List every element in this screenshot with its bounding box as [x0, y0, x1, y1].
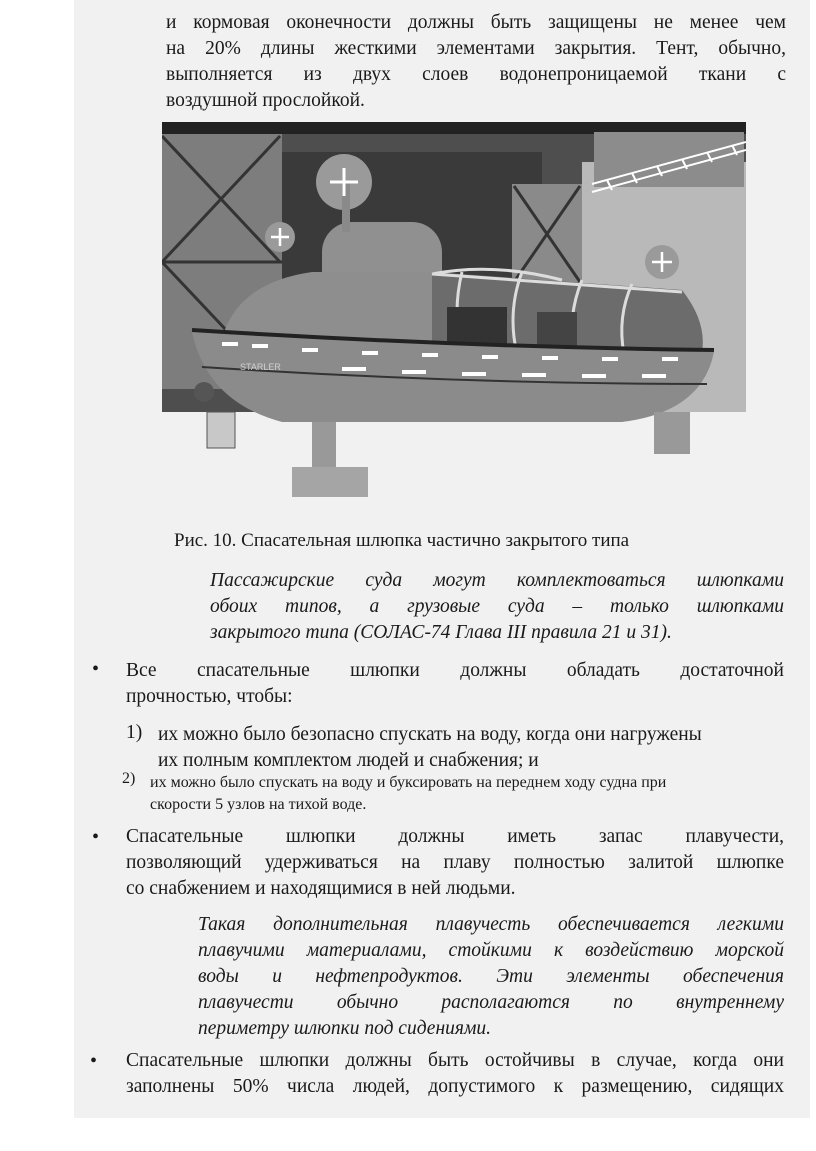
text-line: воздушной прослойкой.: [166, 90, 365, 111]
note-ships-boats: [210, 568, 784, 646]
bullet-marker: •: [92, 658, 100, 680]
text-line: плавучими материалами, стойкими к воздействию морской: [198, 940, 784, 961]
text-line: Спасательные шлюпки должны иметь запас плавучести,: [126, 826, 784, 847]
text-line: позволяющий удерживаться на плаву полностью залитой шлюпке: [126, 852, 784, 873]
text-line: прочностью, чтобы:: [126, 686, 293, 707]
text-line: Такая дополнительная плавучесть обеспечивается легкими: [198, 914, 784, 935]
text-line: воды и нефтепродуктов. Эти элементы обеспечения: [198, 966, 784, 987]
text-line: их можно было безопасно спускать на воду, когда они нагружены: [158, 724, 702, 745]
text-line: обоих типов, а грузовые суда – только шлюпками: [210, 596, 784, 617]
text-line: Пассажирские суда могут комплектоваться шлюпками: [210, 570, 784, 591]
text-line: заполнены 50% числа людей, допустимого к размещению, сидящих: [126, 1076, 784, 1097]
list-number: 1): [126, 722, 143, 743]
text-line: Все спасательные шлюпки должны обладать достаточной: [126, 660, 784, 681]
bullet-buoyancy: [126, 824, 784, 902]
list-number: 2): [122, 770, 136, 787]
text-line: на 20% длины жесткими элементами закрытия. Тент, обычно,: [166, 38, 786, 59]
bullet-strength: [126, 658, 784, 710]
text-line: скорости 5 узлов на тихой воде.: [150, 796, 367, 813]
text-line: и кормовая оконечности должны быть защищены не менее чем: [166, 12, 786, 33]
bullet-marker: •: [92, 826, 100, 848]
list-item: [158, 722, 784, 774]
bullet-marker: •: [90, 1050, 98, 1072]
text-line: их полным комплектом людей и снабжения; и: [158, 750, 539, 771]
note-buoyancy: [198, 912, 784, 1042]
text-line: закрытого типа (СОЛАС-74 Глава III правила 21 и 31).: [210, 622, 672, 643]
text-line: их можно было спускать на воду и буксировать на переднем ходу судна при: [150, 774, 667, 791]
figure-caption: Рис. 10. Спасательная шлюпка частично закрытого типа: [174, 530, 630, 551]
text-line: выполняется из двух слоев водонепроницаемой ткани с: [166, 64, 786, 85]
bullet-stability: [126, 1048, 784, 1100]
text-line: Спасательные шлюпки должны быть остойчивы в случае, когда они: [126, 1050, 784, 1071]
paragraph-top: [166, 10, 786, 114]
document-page: [74, 0, 810, 1118]
text-line: плавучести обычно располагаются по внутреннему: [198, 992, 784, 1013]
text-line: периметру шлюпки под сидениями.: [198, 1018, 492, 1039]
list-item: [150, 772, 784, 816]
lifeboat-photo: [162, 122, 746, 502]
text-line: со снабжением и находящимися в ней людьми.: [126, 878, 516, 899]
scan-margin: [0, 0, 74, 1151]
boat-name-label: STARLER: [240, 362, 281, 372]
